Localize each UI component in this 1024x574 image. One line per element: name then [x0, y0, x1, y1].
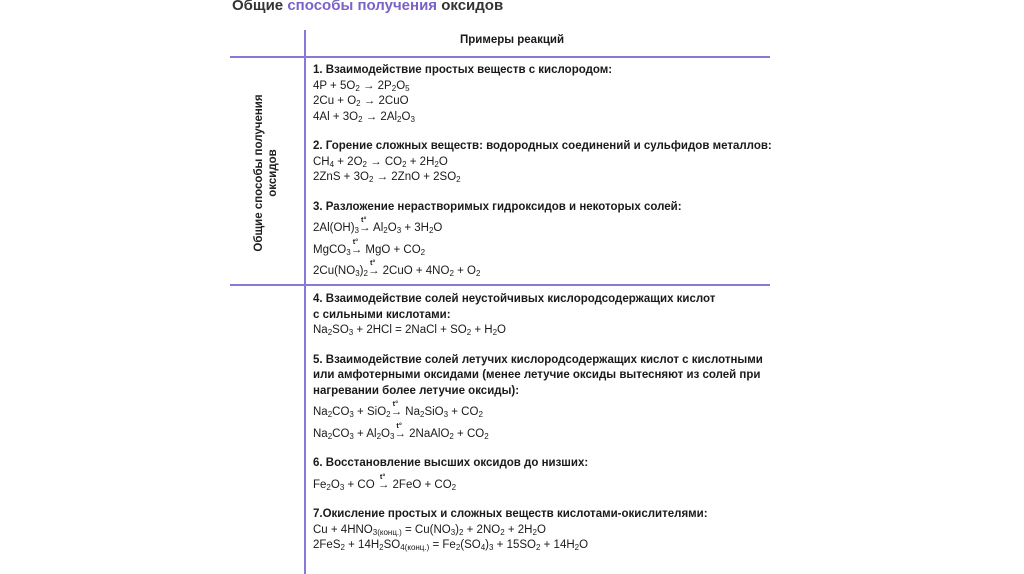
section-4-title-line-1: 4. Взаимодействие солей неустойчивых кислородсодержащих кислот — [313, 293, 716, 305]
section-4-equation-1: $Na_2SO_3 + 2HCl$ = 2NaCl + $SO_2 + H_2O$ — [313, 324, 506, 337]
section-1-equation-3: $4Al + 3O_2 \to 2Al_2O_3$ — [313, 110, 415, 124]
section-1-equation-1: $4P + 5O_2 \to 2P_2O_5$ — [313, 79, 410, 93]
section-6-equation-1: $Fe_2O_3$ + CO t° → $2FeO + CO_2$ — [313, 471, 457, 492]
section-3-equation-3: $2Cu(NO_3)_2$ t° → $2CuO + 4NO_2 + O_2$ — [313, 258, 481, 278]
section-5-title-line-1: 5. Взаимодействие солей летучих кислородсодержащих кислот с кислотными — [313, 353, 763, 366]
section-1-equation-2: $2Cu + O_2 \to 2CuO$ — [313, 95, 409, 108]
section-7-equation-1: $Cu + 4HNO_{3(конц.)} = Cu(NO_3)_2 + 2NO_2 + 2H_2O$ — [313, 523, 546, 537]
table-column-divider — [304, 30, 306, 574]
section-1-title: 1. Взаимодействие простых веществ с кислородом: — [313, 64, 613, 76]
section-4-title-line-2: с сильными кислотами: — [313, 308, 451, 321]
section-6-title: 6. Восстановление высших оксидов до низших: — [313, 457, 589, 469]
reactions-block-lower — [313, 292, 813, 554]
section-7-title: 7.Окисление простых и сложных веществ кислотами-окислителями: — [313, 508, 708, 520]
section-3-title: 3. Разложение нерастворимых гидроксидов и некоторых солей: — [313, 200, 682, 213]
table-header: Примеры реакций — [459, 34, 565, 46]
section-2-equation-2: $2ZnS + 3O_2 \to 2ZnO + 2SO_2$ — [313, 171, 461, 184]
side-label: Общие способы получения оксидов — [253, 94, 279, 252]
section-2-title: 2. Горение сложных веществ: водородных соединений и сульфидов металлов: — [313, 140, 772, 152]
table-header-top-line — [230, 56, 770, 58]
table-section-divider — [230, 284, 770, 286]
section-3-equation-1: $2Al(OH)_3$ t° → $Al_2O_3 + 3H_2O$ — [313, 215, 443, 235]
page-title: Общие способы получения оксидов — [232, 0, 504, 14]
reactions-block-upper — [313, 63, 813, 280]
section-5-title-line-2: или амфотерными оксидами (менее летучие оксиды вытесняют из солей при — [313, 369, 761, 381]
section-7-equation-2: $2FeS_2 + 14H_2SO_{4(конц.)} = Fe_2(SO_4)_3 + 15SO_2 + 14H_2O$ — [313, 539, 589, 552]
section-5-equation-1: $Na_2CO_3 + SiO_2$ t° → $Na_2SiO_3 + CO_2$ — [313, 399, 483, 419]
section-2-equation-1: $CH_4 + 2O_2 \to CO_2 + 2H_2O$ — [313, 155, 448, 169]
section-5-title-line-3: нагревании более летучие оксиды): — [313, 384, 520, 397]
section-3-equation-2: MgCO$_3$ t° → MgO + $CO_2$ — [313, 236, 426, 257]
side-label-cell — [230, 64, 302, 282]
section-5-equation-2: $Na_2CO_3 + Al_2O_3$ t° → 2NaAlO$_2$ + $CO_2$ — [313, 420, 489, 441]
